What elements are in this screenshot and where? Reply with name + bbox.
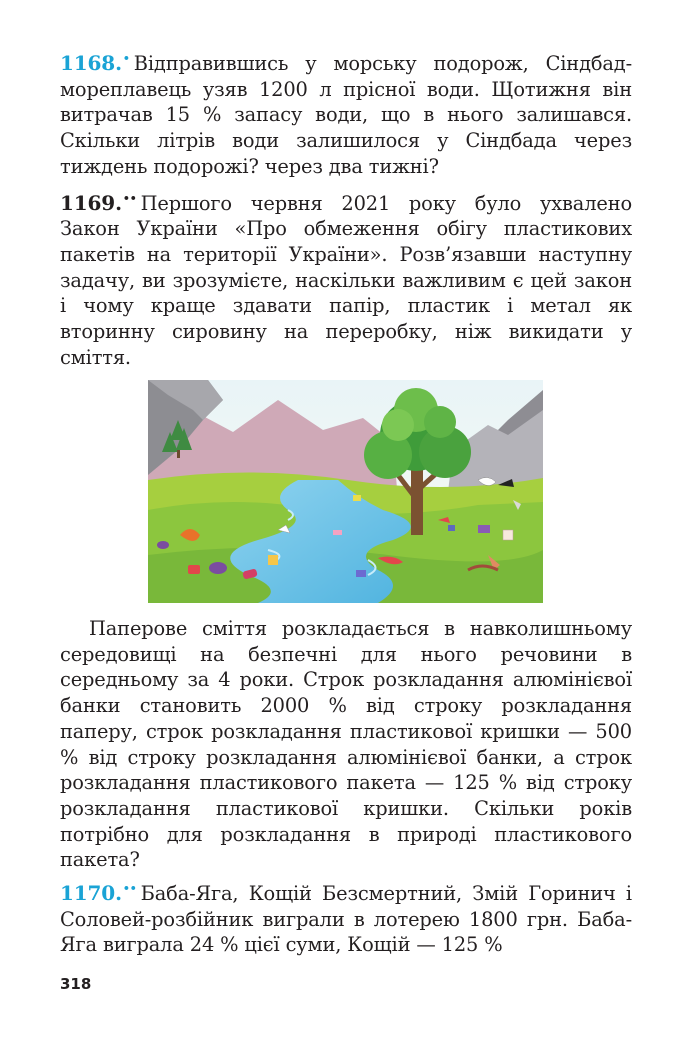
textbook-page [60,46,632,957]
difficulty-mark: •• [122,191,137,205]
difficulty-mark: • [122,52,130,65]
problem-text: Баба-Яга, Кощій Безсмертний, Змій Горинич і Соловей-розбійник виграли в лотерею 1800 грн. Баба-Яга виграла 24 % цієї суми, Кощій — 125 % [60,882,632,957]
page-number: 318 [60,975,92,993]
difficulty-mark: •• [122,882,137,895]
problem-number: 1169. [60,190,122,215]
problem-text: Відправившись у морську подорож, Сіндбад-мореплавець узяв 1200 л прісної води. Щотижня він витрачав 15 % запасу води, що в нього залишався. Скільки літрів води залишилося у Сіндбада через тиждень подорожі? через два тижні? [60,52,632,178]
problem-1168 [60,46,632,180]
polluted-landscape-illustration [148,380,543,603]
problem-1169 [60,186,632,371]
problem-number: 1170. [60,881,122,905]
problem-number: 1168. [60,51,122,75]
problem-text: Першого червня 2021 року було ухвалено Закон України «Про обмеження обігу пластикових пакетів на території України». Розв’язавши наступну задачу, ви зрозумієте, наскільки важливим є цей закон і чому краще здавати папір, пластик і метал як вторинну сировину на переробку, ніж викидати у сміття. [60,191,632,369]
problem-1170 [60,876,632,958]
problem-continuation-text: Паперове сміття розкладається в навколишньому середовищі на безпечні для нього речовини в середньому за 4 роки. Строк розкладання алюмінієвої банки становить 2000 % від строку розкладання паперу, строк розкладання пластикової кришки — 500 % від строку розкладання алюмінієвої банки, а строк розкладання пластикового пакета — 125 % від строку розкладання пластикової кришки. Скільки років потрібно для розкладання в природі пластикового пакета? [60,617,632,872]
